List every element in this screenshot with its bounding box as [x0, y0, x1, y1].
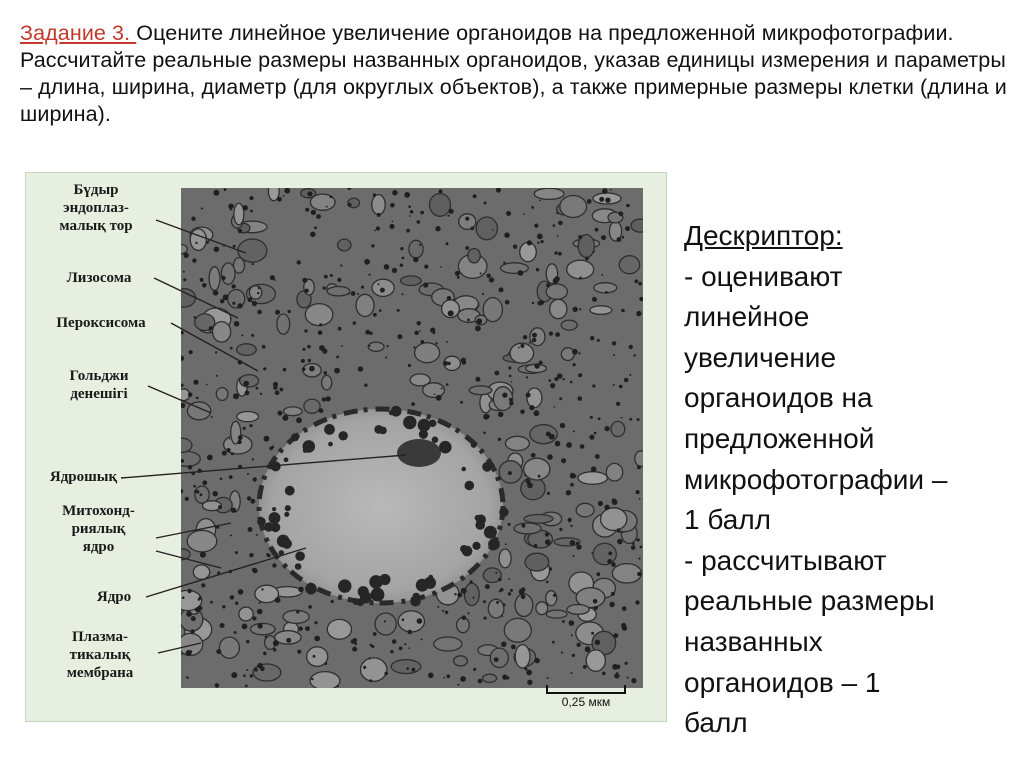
- descriptor-line: - оценивают: [684, 260, 843, 292]
- scale-bar: [546, 685, 626, 709]
- label-line: Митохонд-: [62, 503, 135, 519]
- label-line: риялық: [71, 521, 126, 537]
- label-leader-lines: [26, 173, 666, 721]
- task-text: [20, 20, 1010, 128]
- scale-bar-label: 0,25 мкм: [561, 695, 611, 709]
- task-body: Оцените линейное увеличение органоидов на предложенной микрофотографии. Рассчитайте реальные размеры названных органоидов, указав единицы измерения и параметры – длина, ширина, диаметр (для округлых объектов), а также примерные размеры клетки (длина и ширина).: [20, 21, 1007, 126]
- label-line: ядро: [82, 539, 115, 555]
- label-line: Ядро: [96, 589, 132, 605]
- label-line: эндоплаз-: [63, 200, 129, 216]
- descriptor-line: органоидов на: [684, 382, 873, 414]
- descriptor-line: названных: [684, 625, 823, 657]
- label-line: Гольджи: [69, 368, 129, 384]
- label-line: Плазма-: [71, 629, 128, 645]
- label-line: мембрана: [66, 665, 134, 681]
- descriptor-line: микрофотографии –: [684, 463, 948, 495]
- descriptor-line: органоидов – 1: [684, 666, 881, 698]
- descriptor-line: 1 балл: [684, 504, 771, 536]
- label-line: Лизосома: [66, 270, 132, 286]
- label-line: малық тор: [59, 218, 133, 234]
- label-line: денешігі: [70, 386, 128, 402]
- scale-bar-line: [546, 685, 626, 694]
- descriptor-line: - рассчитывают: [684, 544, 887, 576]
- task-number: Задание 3.: [20, 21, 137, 45]
- descriptor-line: увеличение: [684, 341, 837, 373]
- label-line: тикалық: [69, 647, 131, 663]
- label-line: Ядрошық: [49, 469, 118, 485]
- descriptor-line: балл: [684, 707, 748, 739]
- descriptor-line: реальные размеры: [684, 585, 935, 617]
- descriptor-heading: Дескриптор:: [684, 220, 843, 251]
- descriptor-line: линейное: [684, 301, 810, 333]
- label-line: Пероксисома: [56, 315, 146, 331]
- descriptor: [684, 216, 1014, 744]
- micrograph-figure: [25, 172, 667, 722]
- label-line: Бүдыр: [73, 182, 119, 198]
- descriptor-line: предложенной: [684, 422, 875, 454]
